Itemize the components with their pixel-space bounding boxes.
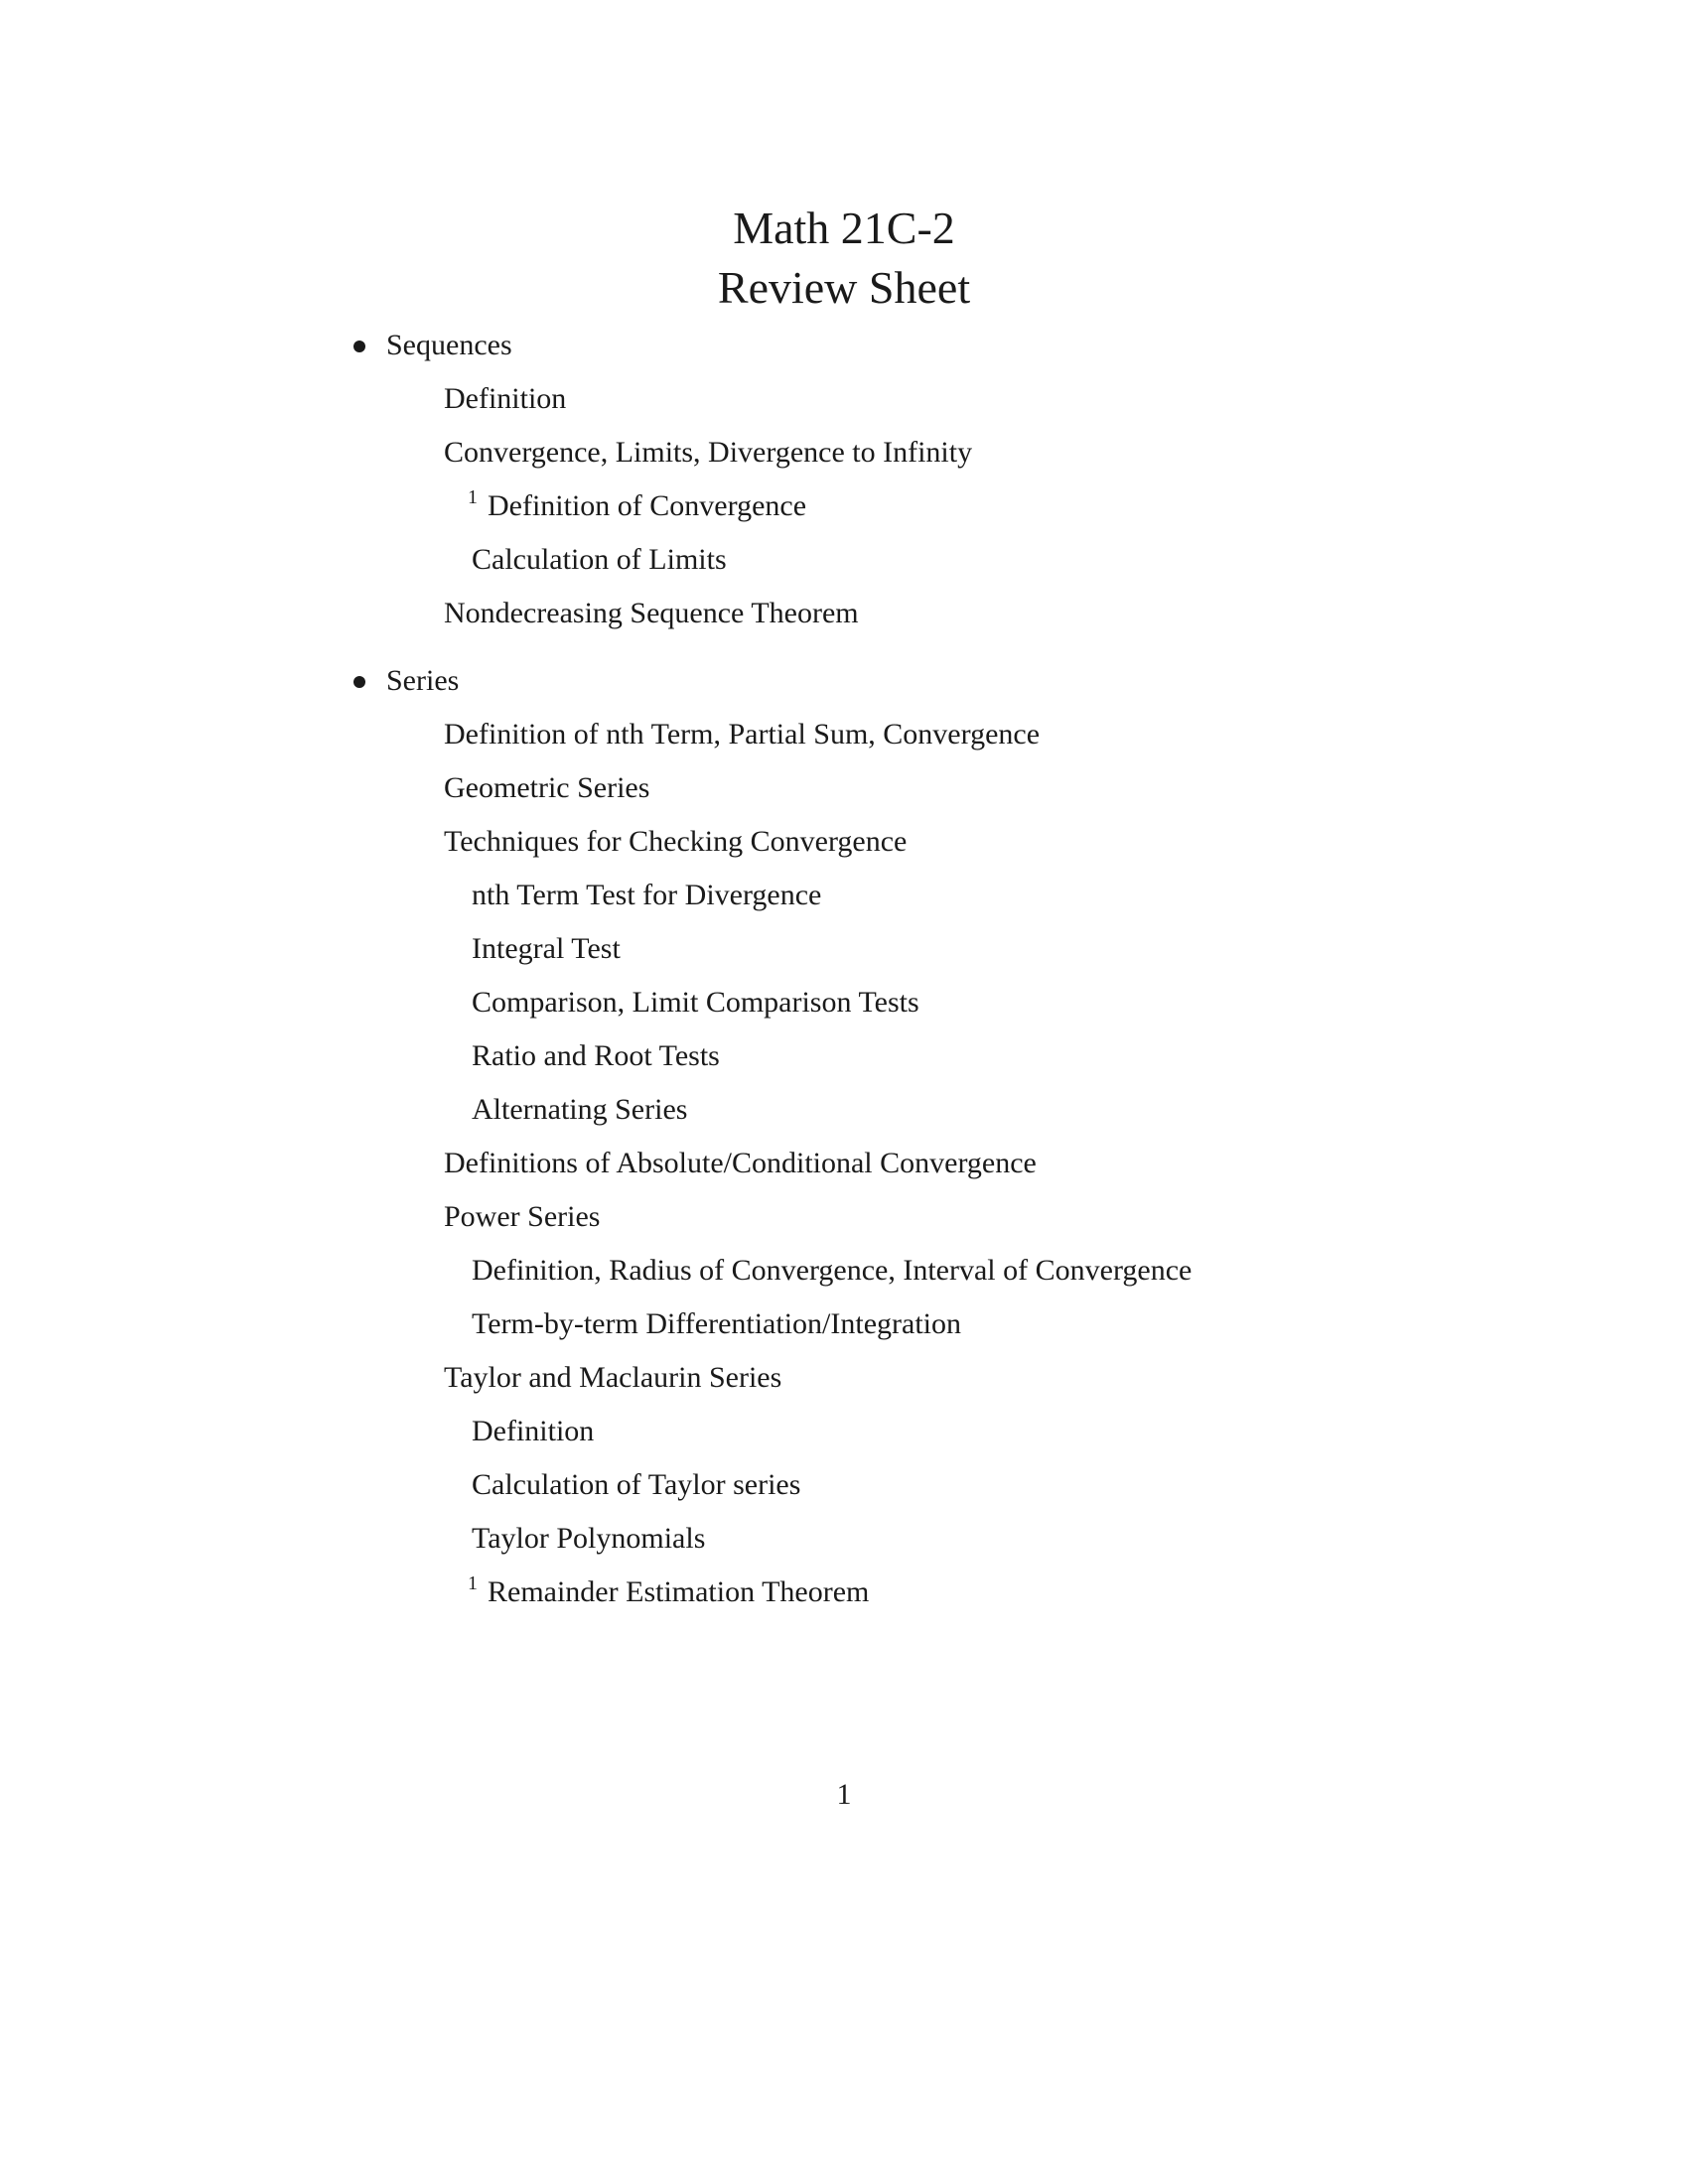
list-item: Calculation of Limits <box>472 543 727 576</box>
list-item: Power Series <box>444 1200 601 1233</box>
list-item-text: Remainder Estimation Theorem <box>488 1575 870 1608</box>
page-number: 1 <box>836 1778 852 1811</box>
list-item: Taylor and Maclaurin Series <box>444 1361 782 1394</box>
list-item: Techniques for Checking Convergence <box>444 825 908 858</box>
list-item: Calculation of Taylor series <box>472 1468 801 1501</box>
list-item: Definition <box>472 1415 595 1447</box>
list-item: Definition of nth Term, Partial Sum, Convergence <box>444 718 1041 751</box>
list-item: Ratio and Root Tests <box>472 1039 720 1072</box>
title-block <box>0 199 1688 318</box>
list-item <box>468 488 806 527</box>
title-course: Math 21C-2 <box>733 203 955 253</box>
list-item: Comparison, Limit Comparison Tests <box>472 986 919 1019</box>
footnote-marker: 1 <box>468 486 478 508</box>
list-item-text: Definition of Convergence <box>488 489 807 522</box>
title-subtitle: Review Sheet <box>717 262 971 313</box>
list-item: Taylor Polynomials <box>472 1522 706 1555</box>
list-item: nth Term Test for Divergence <box>472 879 822 911</box>
list-item: Geometric Series <box>444 771 650 804</box>
bullet-icon <box>353 676 365 688</box>
list-item: Definitions of Absolute/Conditional Convergence <box>444 1147 1037 1179</box>
footnote-marker: 1 <box>468 1572 478 1594</box>
section-heading-series: Series <box>386 664 460 697</box>
list-item: Convergence, Limits, Divergence to Infinity <box>444 436 973 469</box>
list-item: Term-by-term Differentiation/Integration <box>472 1307 961 1340</box>
list-item: Alternating Series <box>472 1093 688 1126</box>
bullet-icon <box>353 341 365 352</box>
list-item: Nondecreasing Sequence Theorem <box>444 597 859 629</box>
list-item: Definition, Radius of Convergence, Interval of Convergence <box>472 1254 1193 1287</box>
list-item: Integral Test <box>472 932 621 965</box>
section-heading-sequences: Sequences <box>386 329 512 361</box>
list-item: Definition <box>444 382 567 415</box>
list-item <box>468 1574 869 1613</box>
